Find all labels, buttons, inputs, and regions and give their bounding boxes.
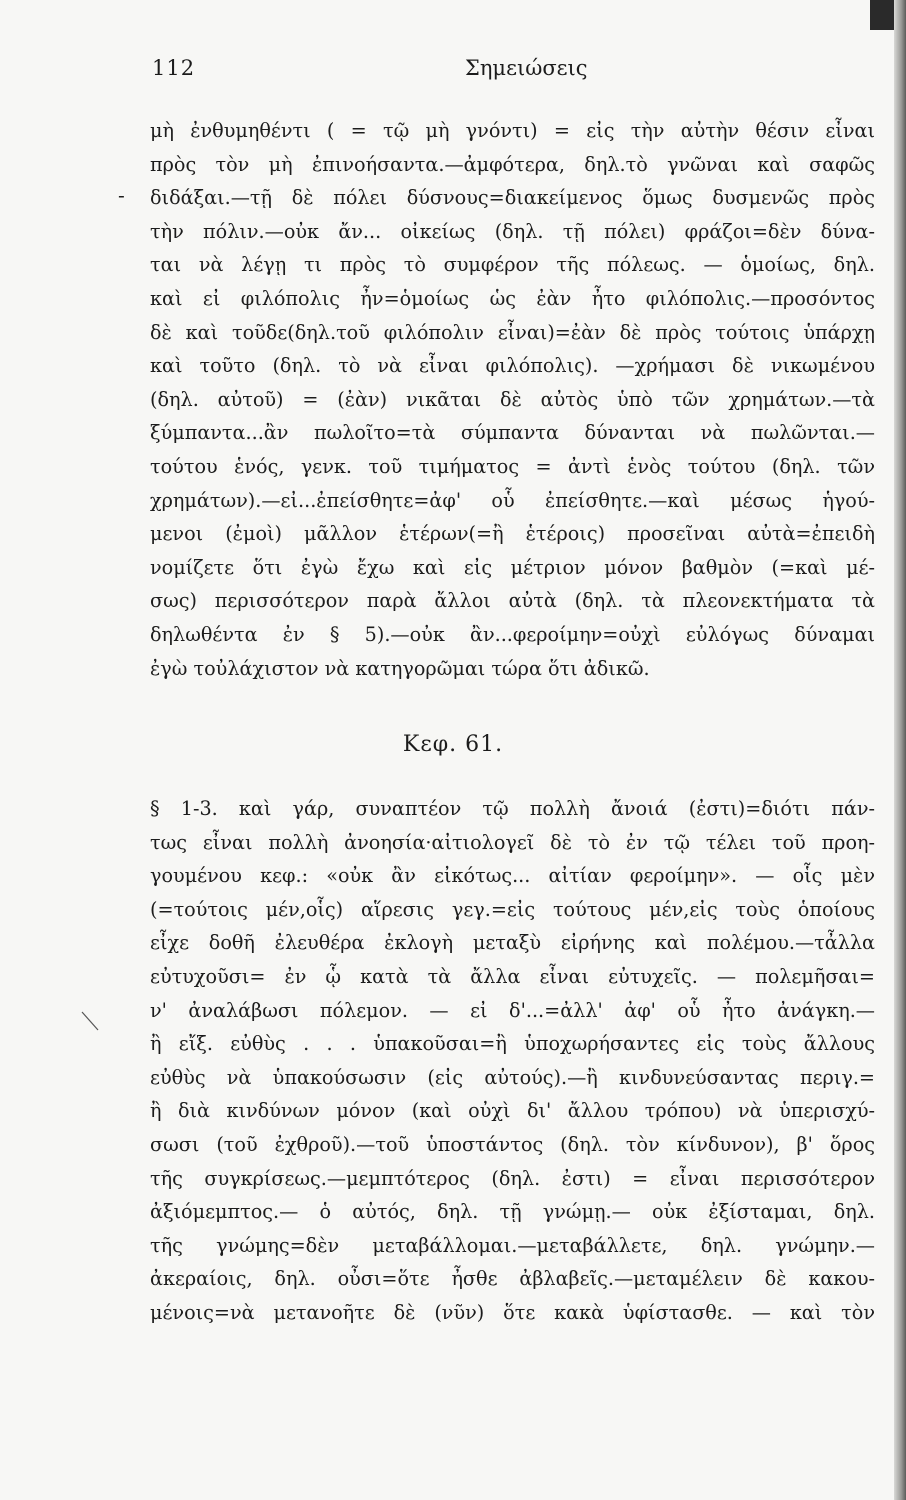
notes-block-after	[150, 792, 875, 1330]
text-line: δὲ καὶ τοῦδε(δηλ.τοῦ φιλόπολιν εἶναι)=ἐὰν δὲ πρὸς τούτοις ὑπάρχῃ	[150, 320, 875, 344]
text-line: δηλωθέντα ἐν § 5).—οὐκ ἂν...φεροίμην=οὐχὶ εὐλόγως δύναμαι	[150, 622, 875, 646]
text-line: εὐθὺς νὰ ὑπακούσωσιν (εἰς αὐτούς).—ἢ κινδυνεύσαντας περιγ.=	[150, 1065, 875, 1089]
text-line: ἢ διὰ κινδύνων μόνον (καὶ οὐχὶ δι' ἄλλου τρόπου) νὰ ὑπερισχύ-	[150, 1099, 875, 1123]
text-line: § 1-3. καὶ γάρ, συναπτέον τῷ πολλὴ ἄνοιά (ἐστι)=διότι πάν-	[150, 797, 875, 820]
text-line: ἢ εἴξ. εὐθὺς . . . ὑπακοῦσαι=ἢ ὑποχωρήσαντες εἰς τοὺς ἄλλους	[150, 1032, 875, 1056]
text-line: καὶ τοῦτο (δηλ. τὸ νὰ εἶναι φιλόπολις). —χρήμασι δὲ νικωμένου	[150, 354, 875, 378]
text-line: τως εἶναι πολλὴ ἀνοησία·αἰτιολογεῖ δὲ τὸ ἐν τῷ τέλει τοῦ προη-	[150, 830, 875, 854]
text-line: νομίζετε ὅτι ἐγὼ ἔχω καὶ εἰς μέτριον μόνον βαθμὸν (=καὶ μέ-	[150, 555, 875, 579]
text-line: ν' ἀναλάβωσι πόλεμον. — εἰ δ'...=ἀλλ' ἀφ' οὗ ἦτο ἀνάγκη.—	[150, 998, 875, 1022]
text-line: ἐγὼ τοὐλάχιστον νὰ κατηγορῶμαι τώρα ὅτι ἀδικῶ.	[150, 656, 650, 680]
text-line: τῆς συγκρίσεως.—μεμπτότερος (δηλ. ἐστι) = εἶναι περισσότερον	[150, 1166, 875, 1190]
text-line: σως) περισσότερον παρὰ ἄλλοι αὐτὰ (δηλ. τὰ πλεονεκτήματα τὰ	[150, 589, 875, 613]
text-line: τὴν πόλιν.—οὐκ ἄν... οἰκείως (δηλ. τῇ πόλει) φράζοι=δὲν δύνα-	[150, 219, 875, 243]
text-line: διδάξαι.—τῇ δὲ πόλει δύσνους=διακείμενος ὅμως δυσμενῶς πρὸς	[150, 186, 875, 210]
text-line: σωσι (τοῦ ἐχθροῦ).—τοῦ ὑποστάντος (δηλ. τὸν κίνδυνον), β' ὅρος	[150, 1132, 875, 1156]
text-line: ἀκεραίοις, δηλ. οὖσι=ὅτε ἦσθε ἀβλαβεῖς.—μεταμέλειν δὲ κακου-	[150, 1267, 875, 1291]
text-line: ἀξιόμεμπτος.— ὁ αὐτός, δηλ. τῇ γνώμῃ.— οὐκ ἐξίσταμαι, δηλ.	[150, 1200, 875, 1224]
text-line: ται νὰ λέγῃ τι πρὸς τὸ συμφέρον τῆς πόλεως. — ὁμοίως, δηλ.	[150, 253, 875, 277]
running-head: Σημειώσεις	[465, 56, 588, 80]
notes-block-before	[150, 114, 875, 685]
chapter-heading: Κεφ. 61.	[402, 732, 504, 757]
text-line: χρημάτων).—εἰ...ἐπείσθητε=ἀφ' οὗ ἐπείσθητε.—καὶ μέσως ἡγού-	[150, 488, 875, 512]
margin-dash-mark: -	[118, 183, 125, 207]
text-line: (δηλ. αὐτοῦ) = (ἐὰν) νικᾶται δὲ αὐτὸς ὑπὸ τῶν χρημάτων.—τὰ	[150, 387, 875, 411]
text-line: τῆς γνώμης=δὲν μεταβάλλομαι.—μεταβάλλετε, δηλ. γνώμην.—	[150, 1233, 875, 1257]
text-line: μενοι (ἐμοὶ) μᾶλλον ἑτέρων(=ἢ ἑτέροις) προσεῖναι αὐτὰ=ἐπειδὴ	[150, 522, 875, 546]
page-corner-shadow	[870, 0, 894, 30]
text-line: μένοις=νὰ μετανοῆτε δὲ (νῦν) ὅτε κακὰ ὑφίστασθε. — καὶ τὸν	[150, 1300, 875, 1324]
text-line: μὴ ἐνθυμηθέντι ( = τῷ μὴ γνόντι) = εἰς τὴν αὐτὴν θέσιν εἶναι	[150, 119, 875, 142]
text-line: (=τούτοις μέν,οἷς) αἵρεσις γεγ.=εἰς τούτους μέν,εἰς τοὺς ὁποίους	[150, 897, 875, 921]
text-line: ξύμπαντα...ἂν πωλοῖτο=τὰ σύμπαντα δύνανται νὰ πωλῶνται.—	[150, 421, 875, 445]
margin-stroke-mark	[80, 1010, 100, 1032]
page-header	[0, 56, 890, 86]
text-line: τούτου ἑνός, γενκ. τοῦ τιμήματος = ἀντὶ ἑνὸς τούτου (δηλ. τῶν	[150, 454, 875, 478]
page-number: 112	[152, 56, 196, 80]
text-line: γουμένου κεφ.: «οὐκ ἂν εἰκότως... αἰτίαν φεροίμην». — οἷς μὲν	[150, 864, 875, 888]
text-line: εὐτυχοῦσι= ἐν ᾧ κατὰ τὰ ἄλλα εἶναι εὐτυχεῖς. — πολεμῆσαι=	[150, 964, 875, 988]
text-line: πρὸς τὸν μὴ ἐπινοήσαντα.—ἀμφότερα, δηλ.τὸ γνῶναι καὶ σαφῶς	[150, 152, 875, 176]
text-line: καὶ εἰ φιλόπολις ἦν=ὁμοίως ὡς ἐὰν ἦτο φιλόπολις.—προσόντος	[150, 286, 875, 310]
text-line: εἶχε δοθῆ ἐλευθέρα ἐκλογὴ μεταξὺ εἰρήνης καὶ πολέμου.—τἆλλα	[150, 931, 875, 955]
